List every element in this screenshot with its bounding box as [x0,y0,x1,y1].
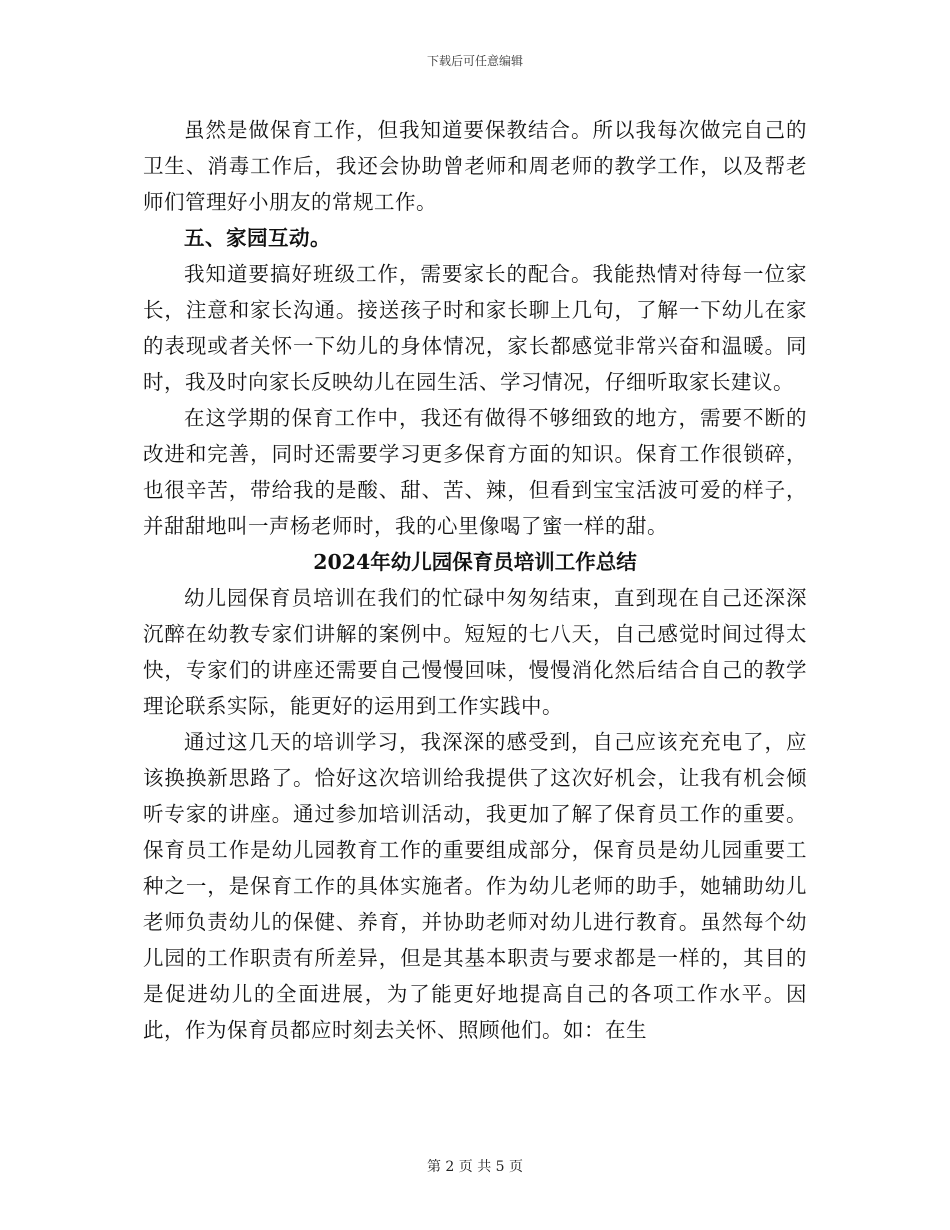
page-header: 下载后可任意编辑 [426,54,523,68]
body-paragraph: 我知道要搞好班级工作，需要家长的配合。我能热情对待每一位家长，注意和家长沟通。接送孩子时和家长聊上几句，了解一下幼儿在家的表现或者关怀一下幼儿的身体情况，家长都感觉非常兴奋和温暖。同时，我及时向家长反映幼儿在园生活、学习情况，仔细听取家长建议。 [143,262,807,394]
document-title: 2024年幼儿园保育员培训工作总结 [313,550,637,574]
body-paragraph: 在这学期的保育工作中，我还有做得不够细致的地方，需要不断的改进和完善，同时还需要学习更多保育方面的知识。保育工作很锁碎，也很辛苦，带给我的是酸、甜、苦、辣，但看到宝宝活波可爱的样子，并甜甜地叫一声杨老师时，我的心里像喝了蜜一样的甜。 [143,406,807,538]
body-paragraph: 幼儿园保育员培训在我们的忙碌中匆匆结束，直到现在自己还深深沉醉在幼教专家们讲解的案例中。短短的七八天，自己感觉时间过得太快，专家们的讲座还需要自己慢慢回味，慢慢消化然后结合自己的教学理论联系实际，能更好的运用到工作实践中。 [143,586,807,718]
page-number: 第 2 页 共 5 页 [426,1159,524,1175]
document-body [143,112,807,1048]
body-paragraph: 通过这几天的培训学习，我深深的感受到，自己应该充充电了，应该换换新思路了。恰好这次培训给我提供了这次好机会，让我有机会倾听专家的讲座。通过参加培训活动，我更加了解了保育员工作的重要。保育员工作是幼儿园教育工作的重要组成部分，保育员是幼儿园重要工种之一，是保育工作的具体实施者。作为幼儿老师的助手，她辅助幼儿老师负责幼儿的保健、养育，并协助老师对幼儿进行教育。虽然每个幼儿园的工作职责有所差异，但是其基本职责与要求都是一样的，其目的是促进幼儿的全面进展，为了能更好地提高自己的各项工作水平。因此，作为保育员都应时刻去关怀、照顾他们。如：在生 [143,730,807,1042]
section-heading: 五、家园互动。 [184,226,331,250]
body-paragraph: 虽然是做保育工作，但我知道要保教结合。所以我每次做完自己的卫生、消毒工作后，我还会协助曾老师和周老师的教学工作，以及帮老师们管理好小朋友的常规工作。 [143,118,807,214]
